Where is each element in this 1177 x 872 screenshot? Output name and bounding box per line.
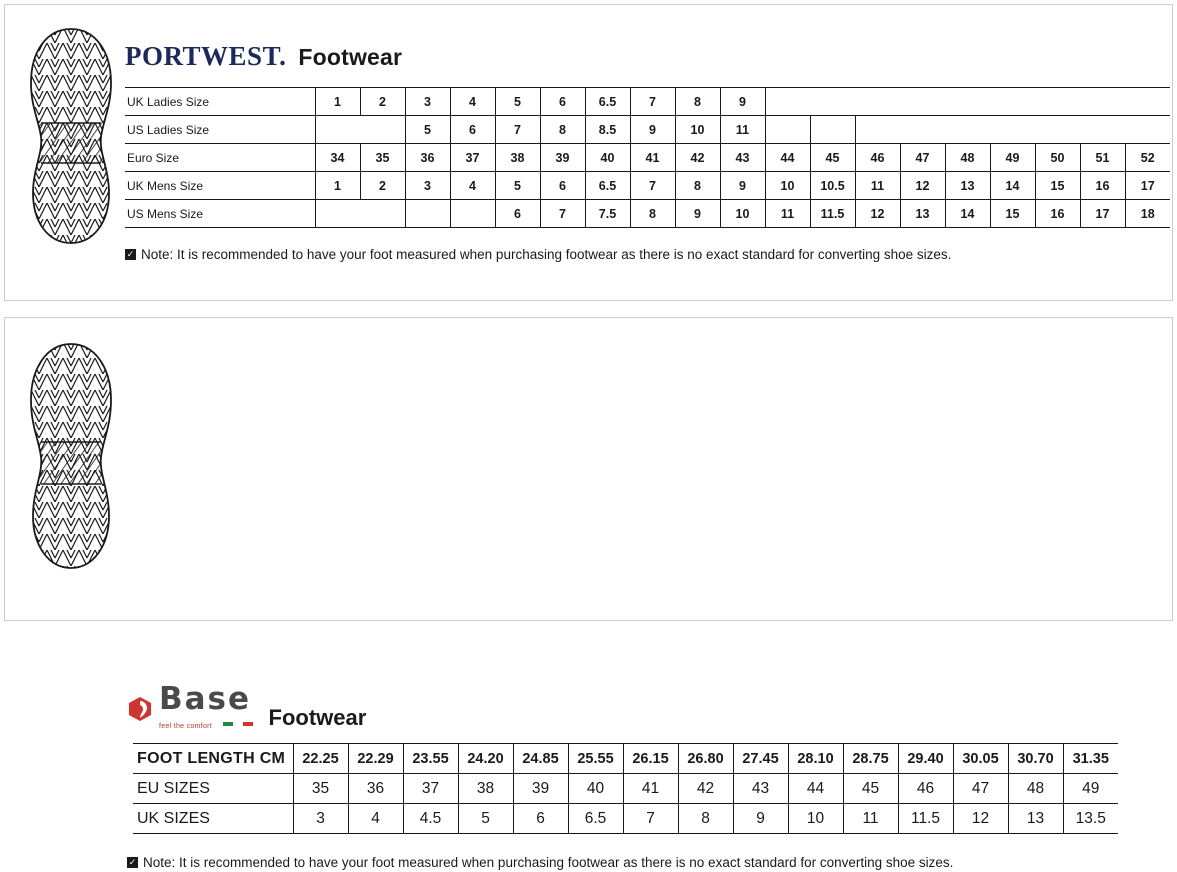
base-hexagon-logo-icon bbox=[127, 696, 153, 722]
table-cell bbox=[990, 88, 1035, 116]
table-cell: 24.85 bbox=[513, 744, 568, 774]
base-size-table bbox=[133, 743, 1118, 834]
table-cell: 5 bbox=[495, 172, 540, 200]
table-cell: 11 bbox=[765, 200, 810, 228]
base-note-text: Note: It is recommended to have your foot measured when purchasing footwear as there is no exact standard for converting shoe sizes. bbox=[143, 855, 954, 870]
row-label: EU SIZES bbox=[133, 774, 293, 804]
base-size-chart-card bbox=[4, 317, 1173, 870]
table-cell: 3 bbox=[405, 172, 450, 200]
row-label: UK SIZES bbox=[133, 804, 293, 834]
portwest-brand-header bbox=[125, 43, 402, 71]
table-cell: 11 bbox=[855, 172, 900, 200]
table-cell: 35 bbox=[293, 774, 348, 804]
table-cell: 44 bbox=[788, 774, 843, 804]
table-row bbox=[125, 172, 1170, 200]
table-cell: 13 bbox=[945, 172, 990, 200]
table-cell bbox=[765, 88, 810, 116]
table-cell: 47 bbox=[953, 774, 1008, 804]
portwest-logo-dot: . bbox=[279, 41, 287, 71]
table-cell: 8.5 bbox=[585, 116, 630, 144]
table-cell: 26.80 bbox=[678, 744, 733, 774]
table-cell: 10 bbox=[788, 804, 843, 834]
table-cell: 10 bbox=[765, 172, 810, 200]
portwest-size-table bbox=[125, 87, 1170, 228]
table-cell bbox=[900, 116, 945, 144]
table-cell: 27.45 bbox=[733, 744, 788, 774]
table-cell: 6 bbox=[450, 116, 495, 144]
table-cell: 25.55 bbox=[568, 744, 623, 774]
row-label: FOOT LENGTH CM bbox=[133, 744, 293, 774]
table-cell: 7.5 bbox=[585, 200, 630, 228]
table-cell bbox=[1035, 116, 1080, 144]
table-cell: 43 bbox=[720, 144, 765, 172]
table-cell: 40 bbox=[568, 774, 623, 804]
table-cell: 47 bbox=[900, 144, 945, 172]
table-cell: 48 bbox=[1008, 774, 1063, 804]
table-cell: 12 bbox=[855, 200, 900, 228]
table-cell: 4.5 bbox=[403, 804, 458, 834]
table-cell bbox=[1080, 88, 1125, 116]
base-tagline: feel the comfort bbox=[159, 723, 213, 731]
table-cell bbox=[945, 88, 990, 116]
table-row bbox=[125, 200, 1170, 228]
table-cell bbox=[810, 116, 855, 144]
table-cell: 9 bbox=[720, 172, 765, 200]
table-cell: 8 bbox=[675, 172, 720, 200]
table-cell: 10.5 bbox=[810, 172, 855, 200]
table-cell: 45 bbox=[810, 144, 855, 172]
table-row bbox=[125, 144, 1170, 172]
table-cell: 6.5 bbox=[585, 172, 630, 200]
table-cell: 11 bbox=[720, 116, 765, 144]
table-cell: 13 bbox=[1008, 804, 1063, 834]
table-cell: 16 bbox=[1080, 172, 1125, 200]
base-brand-text: Base bbox=[159, 681, 252, 717]
table-cell: 8 bbox=[630, 200, 675, 228]
table-cell: 10 bbox=[720, 200, 765, 228]
table-cell: 13 bbox=[900, 200, 945, 228]
table-cell: 11 bbox=[843, 804, 898, 834]
table-cell: 7 bbox=[623, 804, 678, 834]
table-cell: 5 bbox=[458, 804, 513, 834]
table-cell: 40 bbox=[585, 144, 630, 172]
table-cell bbox=[450, 200, 495, 228]
table-cell: 9 bbox=[733, 804, 788, 834]
row-label: Euro Size bbox=[125, 144, 315, 172]
table-cell: 17 bbox=[1080, 200, 1125, 228]
table-cell: 30.05 bbox=[953, 744, 1008, 774]
table-cell: 16 bbox=[1035, 200, 1080, 228]
table-row bbox=[133, 774, 1118, 804]
table-row bbox=[125, 116, 1170, 144]
table-cell bbox=[990, 116, 1035, 144]
table-cell: 37 bbox=[403, 774, 458, 804]
table-cell: 12 bbox=[900, 172, 945, 200]
table-cell: 46 bbox=[898, 774, 953, 804]
base-brand-header bbox=[127, 681, 367, 733]
check-icon: ✓ bbox=[128, 857, 137, 867]
table-cell: 22.29 bbox=[348, 744, 403, 774]
table-cell: 2 bbox=[360, 172, 405, 200]
table-cell: 34 bbox=[315, 144, 360, 172]
table-cell bbox=[765, 116, 810, 144]
table-cell: 30.70 bbox=[1008, 744, 1063, 774]
table-cell: 6 bbox=[540, 172, 585, 200]
table-cell: 12 bbox=[953, 804, 1008, 834]
table-cell bbox=[1080, 116, 1125, 144]
table-cell: 8 bbox=[678, 804, 733, 834]
table-cell: 11.5 bbox=[810, 200, 855, 228]
table-cell: 6.5 bbox=[585, 88, 630, 116]
table-cell: 15 bbox=[990, 200, 1035, 228]
table-cell: 17 bbox=[1125, 172, 1170, 200]
table-cell: 4 bbox=[450, 88, 495, 116]
shoe-sole-illustration-icon bbox=[23, 27, 119, 245]
table-cell: 45 bbox=[843, 774, 898, 804]
table-cell: 42 bbox=[675, 144, 720, 172]
table-cell: 38 bbox=[458, 774, 513, 804]
table-cell: 24.20 bbox=[458, 744, 513, 774]
table-cell: 43 bbox=[733, 774, 788, 804]
table-cell: 38 bbox=[495, 144, 540, 172]
table-cell: 42 bbox=[678, 774, 733, 804]
table-cell: 48 bbox=[945, 144, 990, 172]
table-cell: 49 bbox=[1063, 774, 1118, 804]
table-cell: 10 bbox=[675, 116, 720, 144]
table-cell: 6 bbox=[495, 200, 540, 228]
table-cell bbox=[360, 116, 405, 144]
table-cell: 14 bbox=[990, 172, 1035, 200]
table-cell: 44 bbox=[765, 144, 810, 172]
table-cell: 9 bbox=[675, 200, 720, 228]
table-cell: 5 bbox=[405, 116, 450, 144]
table-cell: 8 bbox=[540, 116, 585, 144]
row-label: US Ladies Size bbox=[125, 116, 315, 144]
row-label: UK Ladies Size bbox=[125, 88, 315, 116]
table-cell: 7 bbox=[540, 200, 585, 228]
portwest-logo-text: PORTWEST bbox=[125, 41, 280, 71]
table-cell: 28.10 bbox=[788, 744, 843, 774]
table-cell bbox=[1125, 88, 1170, 116]
base-section-title: Footwear bbox=[268, 705, 367, 731]
base-note bbox=[127, 854, 953, 872]
table-cell: 22.25 bbox=[293, 744, 348, 774]
table-cell bbox=[855, 116, 900, 144]
table-cell: 9 bbox=[630, 116, 675, 144]
table-cell: 29.40 bbox=[898, 744, 953, 774]
table-cell: 1 bbox=[315, 172, 360, 200]
table-cell: 41 bbox=[630, 144, 675, 172]
table-cell bbox=[315, 116, 360, 144]
table-cell: 3 bbox=[293, 804, 348, 834]
table-cell: 14 bbox=[945, 200, 990, 228]
portwest-logo bbox=[125, 43, 286, 70]
table-cell: 8 bbox=[675, 88, 720, 116]
table-cell: 28.75 bbox=[843, 744, 898, 774]
table-cell: 7 bbox=[495, 116, 540, 144]
table-cell: 4 bbox=[450, 172, 495, 200]
table-cell: 26.15 bbox=[623, 744, 678, 774]
table-cell: 36 bbox=[405, 144, 450, 172]
table-cell: 9 bbox=[720, 88, 765, 116]
portwest-note bbox=[125, 246, 951, 264]
shoe-sole-illustration-icon bbox=[23, 342, 119, 570]
table-cell bbox=[315, 200, 360, 228]
table-cell: 51 bbox=[1080, 144, 1125, 172]
table-cell: 41 bbox=[623, 774, 678, 804]
table-cell: 4 bbox=[348, 804, 403, 834]
table-cell: 35 bbox=[360, 144, 405, 172]
table-cell: 18 bbox=[1125, 200, 1170, 228]
italy-flag-icon bbox=[223, 715, 253, 733]
table-cell bbox=[360, 200, 405, 228]
table-cell: 39 bbox=[513, 774, 568, 804]
table-cell: 13.5 bbox=[1063, 804, 1118, 834]
table-cell: 50 bbox=[1035, 144, 1080, 172]
table-cell: 37 bbox=[450, 144, 495, 172]
row-label: US Mens Size bbox=[125, 200, 315, 228]
table-row bbox=[133, 804, 1118, 834]
table-cell: 49 bbox=[990, 144, 1035, 172]
table-cell bbox=[945, 116, 990, 144]
table-cell bbox=[810, 88, 855, 116]
base-tagline-row bbox=[159, 715, 253, 733]
table-cell: 31.35 bbox=[1063, 744, 1118, 774]
table-cell: 46 bbox=[855, 144, 900, 172]
table-cell: 23.55 bbox=[403, 744, 458, 774]
base-wordmark bbox=[159, 681, 253, 733]
portwest-section-title: Footwear bbox=[298, 44, 403, 70]
table-row bbox=[125, 88, 1170, 116]
table-cell: 3 bbox=[405, 88, 450, 116]
table-cell: 2 bbox=[360, 88, 405, 116]
table-cell: 11.5 bbox=[898, 804, 953, 834]
table-row bbox=[133, 744, 1118, 774]
table-cell: 7 bbox=[630, 172, 675, 200]
table-cell: 7 bbox=[630, 88, 675, 116]
table-cell: 39 bbox=[540, 144, 585, 172]
portwest-size-chart-card bbox=[4, 4, 1173, 301]
table-cell bbox=[855, 88, 900, 116]
table-cell bbox=[1035, 88, 1080, 116]
table-cell: 36 bbox=[348, 774, 403, 804]
table-cell: 6.5 bbox=[568, 804, 623, 834]
portwest-note-text: Note: It is recommended to have your foot measured when purchasing footwear as there is no exact standard for converting shoe sizes. bbox=[141, 247, 952, 262]
row-label: UK Mens Size bbox=[125, 172, 315, 200]
table-cell: 52 bbox=[1125, 144, 1170, 172]
table-cell bbox=[900, 88, 945, 116]
table-cell bbox=[405, 200, 450, 228]
table-cell: 5 bbox=[495, 88, 540, 116]
check-icon: ✓ bbox=[126, 249, 135, 259]
table-cell: 6 bbox=[540, 88, 585, 116]
table-cell: 6 bbox=[513, 804, 568, 834]
table-cell bbox=[1125, 116, 1170, 144]
table-cell: 1 bbox=[315, 88, 360, 116]
table-cell: 15 bbox=[1035, 172, 1080, 200]
